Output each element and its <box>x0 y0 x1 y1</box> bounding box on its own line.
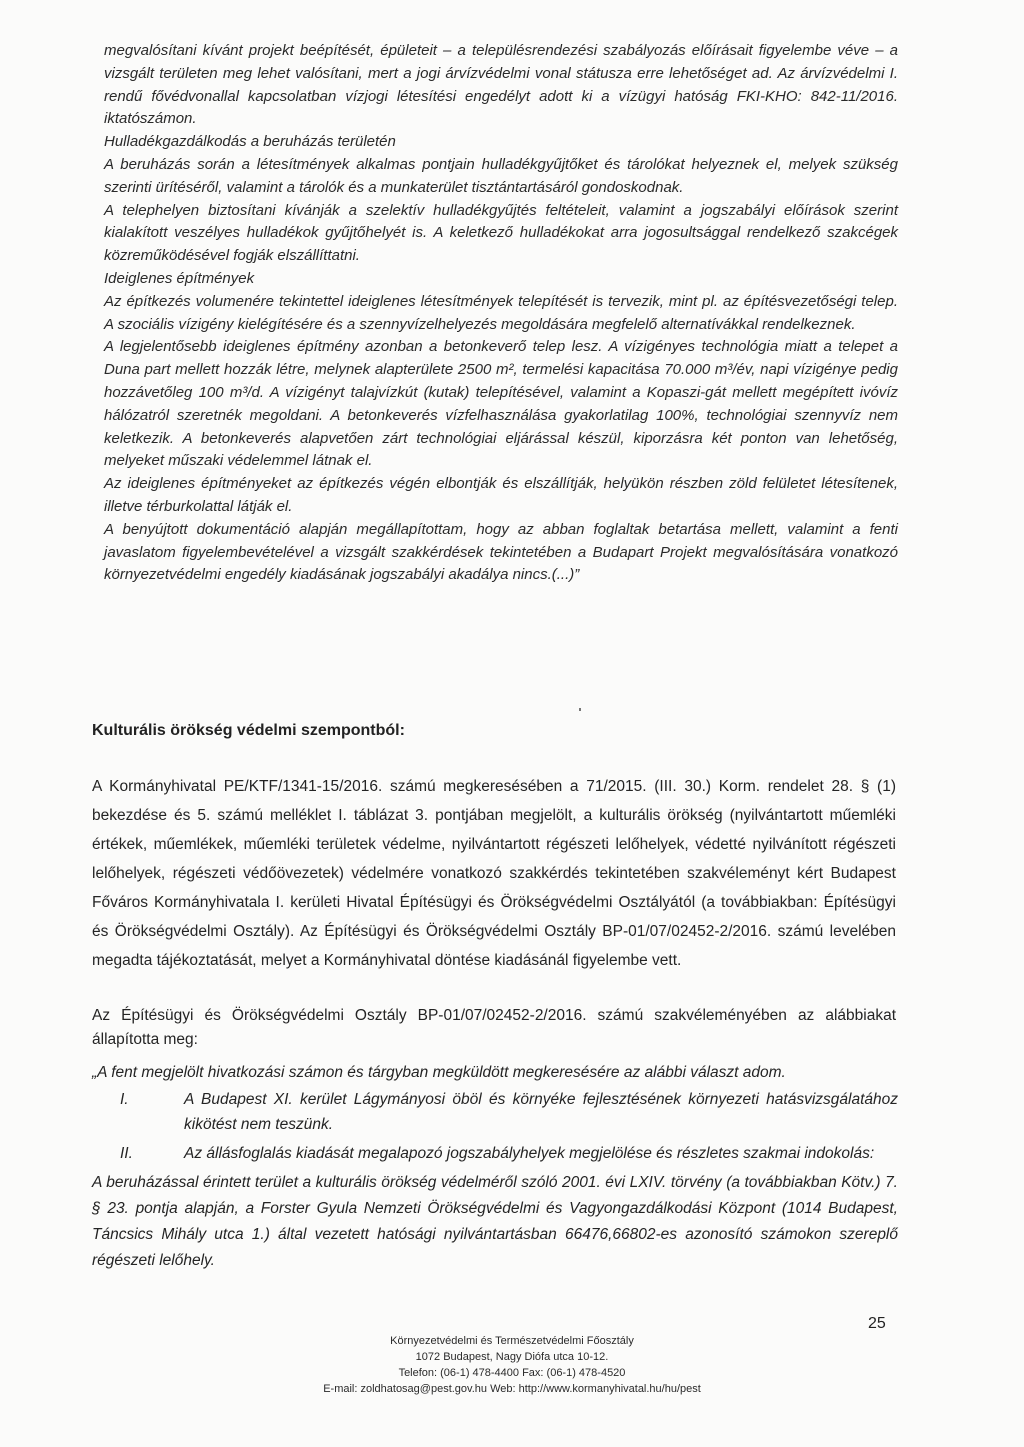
body-paragraph: A Kormányhivatal PE/KTF/1341-15/2016. számú megkeresésében a 71/2015. (III. 30.) Korm. rendelet 28. § (1) bekezdése és 5. számú melléklet I. táblázat 3. pontjában megjelölt, a kulturális örökség (nyilvántartott műemléki értékek, műemlékek, műemléki területek védelme, nyilvántartott régészeti lelőhelyek, védetté nyilvánított régészeti lelőhelyek, régészeti védőövezetek) védelmére vonatkozó szakkérdés tekintetében szakvéleményt kért Budapest Főváros Kormányhivatala I. kerületi Hivatal Építésügyi és Örökségvédelmi Osztályától (a továbbiakban: Építésügyi és Örökségvédelmi Osztály). Az Építésügyi és Örökségvédelmi Osztály BP-01/07/02452-2/2016. számú levelében megadta tájékoztatását, melyet a Kormányhivatal döntése kiadásánál figyelembe vett. <box>92 778 896 969</box>
footer-email-web: E-mail: zoldhatosag@pest.gov.hu Web: http://www.kormanyhivatal.hu/hu/pest <box>323 1383 701 1395</box>
quote-paragraph: A beruházással érintett terület a kulturális örökség védelméről szóló 2001. évi LXIV. törvény (a továbbiakban Kötv.) 7. § 23. pontja alapján, a Forster Gyula Nemzeti Örökségvédelmi és Vagyongazdálkodási Központ (1014 Budapest, Táncsics Mihály utca 1.) által vezetett hatósági nyilvántartásban 66476,66802-es azonosító számokon szereplő régészeti lelőhely. <box>92 1174 898 1269</box>
footer-phone-fax: Telefon: (06-1) 478-4400 Fax: (06-1) 478-4520 <box>398 1367 626 1379</box>
body-paragraph: Az Építésügyi és Örökségvédelmi Osztály BP-01/07/02452-2/2016. számú szakvéleményében az alábbiakat állapította meg: <box>92 1007 896 1048</box>
page-footer <box>0 1333 1024 1397</box>
quote-paragraph: A beruházás során a létesítmények alkalmas pontjain hulladékgyűjtőket és tárolókat helyeznek el, melyek szükség szerinti ürítéséről, valamint a tárolók és a munkaterület tisztántartásáról gondoskodnak. <box>104 155 898 196</box>
numbered-item <box>92 1087 898 1137</box>
scan-speck <box>579 708 581 711</box>
footer-department: Környezetvédelmi és Természetvédelmi Főosztály <box>390 1335 634 1347</box>
numbered-item <box>92 1141 898 1166</box>
quote-intro: „A fent megjelölt hivatkozási számon és tárgyban megküldött megkeresésére az alábbi választ adom. <box>92 1064 786 1081</box>
item-text: A Budapest XI. kerület Lágymányosi öböl és környéke fejlesztésének környezeti hatásvizsgálatához kikötést nem teszünk. <box>184 1091 898 1133</box>
item-number: I. <box>120 1091 129 1108</box>
footer-address: 1072 Budapest, Nagy Diófa utca 10-12. <box>415 1351 609 1363</box>
quote-paragraph: A legjelentősebb ideiglenes építmény azonban a betonkeverő telep lesz. A vízigényes technológia miatt a telepet a Duna part mellett hozzák létre, melynek alapterülete 2500 m², termelési kapacitása 70.000 m³/év, napi vízigénye pedig hozzávetőleg 100 m³/d. A vízigényt talajvízkút (kutak) telepítésével, valamint a Kopaszi-gát mellett megépített ivóvíz hálózatról szeretnék megoldani. A betonkeverés vízfelhasználása gyakorlatilag 100%, technológiai szennyvíz nem keletkezik. A betonkeverés alapvetően zárt technológiai eljárással készül, kiporzásra két ponton van lehetőség, melyeket műszaki védelemmel látnak el. <box>104 338 898 470</box>
quote-paragraph: Az építkezés volumenére tekintettel ideiglenes létesítmények telepítését is tervezik, mint pl. az építésvezetőségi telep. A szociális vízigény kielégítésére és a szennyvízelhelyezés megoldására megfelelő alternatívákkal rendelkeznek. <box>104 292 898 333</box>
quote-paragraph: megvalósítani kívánt projekt beépítését, épületeit – a településrendezési szabályozás előírásait figyelembe véve – a vizsgált területen meg lehet valósítani, mert a jogi árvízvédelmi vonal státusza erre lehetőséget ad. Az árvízvédelmi I. rendű fővédvonallal kapcsolatban vízjogi létesítési engedélyt adott ki a vízügyi hatóság FKI-KHO: 842-11/2016. iktatószámon. <box>104 42 898 128</box>
quote-subheading: Hulladékgazdálkodás a beruházás területén <box>104 133 396 151</box>
page-number: 25 <box>868 1315 886 1332</box>
item-text: Az állásfoglalás kiadását megalapozó jogszabályhelyek megjelölése és részletes szakmai indokolás: <box>184 1145 875 1162</box>
quote-subheading: Ideiglenes építmények <box>104 269 255 287</box>
quote-paragraph: A telephelyen biztosítani kívánják a szelektív hulladékgyűjtés feltételeit, valamint a jogszabályi előírások szerint kialakított veszélyes hulladékok gyűjtőhelyét is. A keletkező hulladékokat arra jogosultsággal rendelkező szakcégek közreműködésével fogják elszállíttatni. <box>104 201 898 265</box>
section-heading: Kulturális örökség védelmi szempontból: <box>92 722 405 739</box>
quote-paragraph: Az ideiglenes építményeket az építkezés végén elbontják és elszállítják, helyükön részben zöld felületet létesítenek, illetve térburkolattal látják el. <box>104 475 898 515</box>
quote-paragraph: A benyújtott dokumentáció alapján megállapítottam, hogy az abban foglaltak betartása mellett, valamint a fenti javaslatom figyelembevételével a vizsgált szakkérdések tekintetében a Budapart Projekt megvalósítására vonatkozó környezetvédelmi engedély kiadásának jogszabályi akadálya nincs.(...)” <box>104 520 898 584</box>
item-number: II. <box>120 1145 133 1162</box>
quoted-decision-excerpt <box>104 40 898 587</box>
expert-opinion-quote <box>92 1060 898 1274</box>
